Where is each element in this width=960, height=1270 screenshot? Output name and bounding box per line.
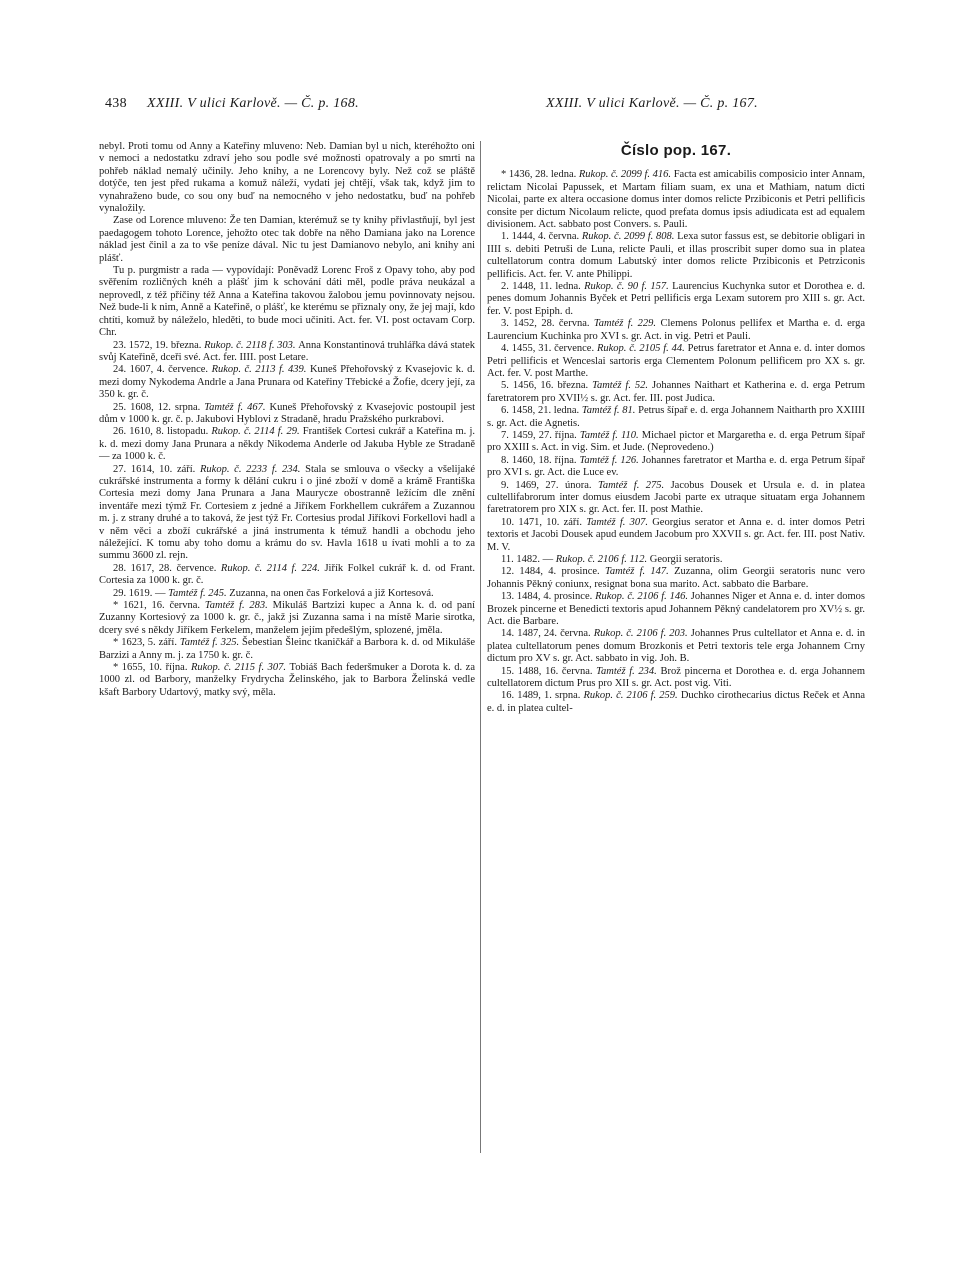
entry-number: 28. 1617, 28. července. [113, 562, 221, 574]
entry-source: Rukop. č. 2106 f. 146. [595, 591, 691, 603]
entry-text: Anna Konstantinová truhlářka dává statek svůj Kateřině, dceři své. Act. fer. IIII. post Letare. [99, 339, 475, 363]
entry-source: Tamtéž f. 147. [604, 566, 675, 578]
entry-paragraph [487, 231, 865, 281]
entry-paragraph [99, 588, 475, 600]
entry-text: Mikuláš Bartzizi kupec a Anna k. d. od paní Zuzanny Kortesiový za 1000 k. gr. č., jakž jsi Zuzanna sama i na místě Marie sirotka, dcery své s někdy Jiříkem Ferkelem, manželem jejím předešlým, splozené, jměla. [99, 600, 475, 636]
entry-text: Georgius serator et Anna e. d. inter domos Petri textoris et Jacobi Dousek apud eundem Jacobum pro XXVII s. gr. Act. fer. III. post Nativ. M. V. [487, 516, 865, 553]
entry-source: Tamtéž f. 126. [579, 454, 642, 466]
entry-paragraph [487, 169, 865, 231]
entry-paragraph [487, 591, 865, 628]
entry-paragraph [487, 517, 865, 554]
entry-number: 8. 1460, 18. října. [501, 454, 580, 466]
entry-source: Tamtéž f. 52. [592, 380, 653, 392]
entry-number: 10. 1471, 10. září. [501, 516, 587, 528]
entry-text: Michael pictor et Margaretha e. d. erga Petrum šípař pro XXIII s. Act. in vig. Sim. et Jude. (Neprovedeno.) [487, 429, 866, 454]
entry-source: Rukop. č. 2233 f. 234. [200, 463, 306, 475]
entry-text: Georgii seratoris. [649, 554, 723, 565]
header-right-title: XXIII. V ulici Karlově. — Č. p. 167. [546, 96, 758, 111]
entry-number: * 1655, 10. října. [113, 662, 191, 674]
entry-number: 9. 1469, 27. února. [501, 479, 598, 491]
entry-number: 4. 1455, 31. července. [501, 343, 597, 355]
entry-number: 26. 1610, 8. listopadu. [113, 426, 212, 438]
entry-source: Rukop. č. 2114 f. 224. [220, 562, 325, 574]
entry-source: Rukop. č. 2113 f. 439. [211, 364, 310, 376]
running-header [105, 96, 875, 116]
entry-number: 2. 1448, 11. ledna. [501, 281, 585, 293]
entry-paragraph [487, 666, 865, 691]
entry-source: Tamtéž f. 467. [204, 401, 270, 413]
entry-paragraph [487, 455, 865, 480]
entry-text: Tobiáš Bach federšmuker a Dorota k. d. za 1000 zl. od Barbory, manželky Frydrycha Želinského, jak to Barbora Želinská vedle kšaft Barbory Udartový, matky svý, měla. [99, 662, 476, 698]
entry-number: 3. 1452, 28. června. [501, 318, 594, 330]
entry-paragraph [487, 566, 865, 591]
entry-text: Johannes Naithart et Katherina e. d. erga Petrum faretratorem pro XVII½ s. gr. Act. fer. III. post Judica. [487, 380, 865, 404]
entry-paragraph [487, 430, 865, 455]
entry-paragraph [487, 690, 865, 715]
header-left-title: XXIII. V ulici Karlově. — Č. p. 168. [147, 96, 359, 111]
entry-number: 24. 1607, 4. července. [113, 364, 212, 376]
entry-text: Zase od Lorence mluveno: Že ten Damian, kterémuž se ty knihy přivlastňují, byl jest paedagogem tohoto Lorence, jehožto otec tak dobře na něho Damiana jako na Lorence náklad jest činil a za to vše peníze dával. Nic tu jest Damianovo nebylo, ani knihy ani plášť. [99, 215, 475, 264]
entry-text: Kuneš Přehořovský z Kvasejovic k. d. mezi domy Nykodema Andrle a Jana Prunara od Kateřiny Třebické a Žofie, dcery její, za 350 k. gr. č. [99, 364, 475, 401]
entry-source: Tamtéž f. 229. [593, 318, 661, 330]
entry-number: 6. 1458, 21. ledna. [501, 405, 582, 417]
entry-source: Rukop. č. 2106 f. 112. [555, 554, 650, 565]
entry-text: Petrus faretrator et Anna e. d. inter domos Petri pellificis et Wenceslai sartoris erga Clementem Polonum pellificem pro XX s. gr. Act. fer. V. post Marthe. [487, 343, 865, 379]
page-number: 438 [105, 96, 127, 111]
entry-number: 29. 1619. — [113, 587, 169, 599]
entry-paragraph [99, 637, 475, 662]
entry-paragraph [487, 343, 865, 380]
entry-paragraph [99, 600, 475, 637]
entry-number: 12. 1484, 4. prosince. [501, 566, 605, 578]
entry-text: Petrus šípař e. d. erga Johannem Naitharth pro XXIIII s. gr. Act. die Agnetis. [487, 405, 865, 429]
entry-number: 15. 1488, 16. června. [501, 665, 597, 677]
entry-source: Rukop. č. 2099 f. 416. [578, 169, 674, 181]
entry-source: Tamtéž f. 110. [579, 429, 642, 441]
entry-text: nebyl. Proti tomu od Anny a Kateřiny mluveno: Neb. Damian byl u nich, kteréhožto oni v nemoci a nedostatku zdraví jeho sou podle své možnosti opatrovaly a po smrti na pohřeb náklad nemalý učinily. Jeho knihy, a ne Lorencovy byly. Než což se pláště dotýče, ten jest před rukama a komuž náleží, vydati jej chtějí, však tak, když jim to vynahraženo bude, co sou ony buď na nemocného v jeho nedostatku, buď na pohřeb vynaložily. [99, 141, 475, 215]
entry-paragraph [99, 464, 475, 563]
entry-source: Rukop. č. 2115 f. 307. [190, 662, 290, 674]
entry-source: Rukop. č. 2105 f. 44. [596, 343, 688, 355]
right-column [487, 141, 865, 715]
entry-source: Tamtéž f. 81. [581, 405, 639, 417]
entry-text: Tu p. purgmistr a rada — vypovídají: Poněvadž Lorenc Froš z Opavy toho, aby pod svěřením rozličných knéh a plášť jim k schování dáti měl, podle práva neukázal a neprovedl, z též příčiny též Anna a Kateřina takovou žalobou jemu povinnovaty nejsou. Než bude-li k nim, Anně a Kateřině, o plášť, ke kterému se přiznaly ony, že jej mají, kdo chtíti, komuž by náleželo, hleděti, to bude moci učiniti. Act. fer. VI. post octavam Corp. Chr. [99, 265, 475, 339]
section-title: Číslo pop. 167. [620, 142, 732, 159]
entry-text: Šebestian Šleinc tkaničkář a Barbora k. d. od Mikuláše Barzizi a Anny m. j. za 1750 k. gr. č. [99, 637, 475, 661]
entry-paragraph [99, 563, 475, 588]
entry-text: Clemens Polonus pellifex et Martha e. d. erga Laurencium Kuchinka pro XVI s. gr. Act. in vig. Petri et Pauli. [487, 318, 866, 342]
entry-paragraph [487, 628, 865, 665]
entry-paragraph [99, 426, 475, 463]
entry-number: 11. 1482. — [501, 554, 556, 565]
entry-source: Rukop. č. 2114 f. 29. [211, 426, 303, 438]
entry-number: 23. 1572, 19. března. [113, 339, 205, 351]
entry-text: Johannes Niger et Anna e. d. inter domos Brozek pincerne et Benedicti textoris apud Johannem Pěkný candelatorem pro XV½ s. gr. Act. die Barbare. [487, 591, 866, 628]
entry-paragraph [99, 340, 475, 365]
entry-source: Tamtéž f. 245. [168, 587, 230, 599]
entry-number: 14. 1487, 24. června. [501, 628, 594, 640]
entry-text: Zuzanna, na onen čas Forkelová a již Kortesová. [229, 587, 434, 599]
entry-number: 1. 1444, 4. června. [501, 231, 582, 243]
entry-number: * 1623, 5. září. [113, 637, 180, 649]
entry-text: Zuzanna, olim Georgii seratoris nunc vero Johannis Pěkný coniunx, resignat bona sua marito. Act. sabbato die Barbare. [487, 566, 865, 590]
entry-text: Laurencius Kuchynka sutor et Dorothea e. d. penes domum Johannis Byček et Petri pellificis erga Lexam sutorem pro XIII s. gr. Act. fer. V. post Epiph. d. [487, 281, 865, 317]
entry-source: Rukop. č. 2106 f. 203. [593, 628, 691, 640]
entry-text: Johannes Prus cultellator et Anna e. d. in platea cultellatorum penes domum Brozkonis et Petri textoris tele erga Johannem Crny dictum pro XV s. gr. Act. sabbato in vig. Joh. B. [487, 628, 865, 665]
entry-number: 25. 1608, 12. srpna. [113, 401, 205, 413]
entry-number: * 1436, 28. ledna. [501, 169, 579, 181]
entry-source: Rukop. č. 2099 f. 808. [581, 231, 678, 243]
entry-text: Facta est amicabilis composicio inter Annam, relictam Nicolai Papussek, et Martam filiam suam, ex una et Mathiam, natum dicti Nicolai, parte ex altera occasione domus inter domos relicte Przibiconis et Petri pellificis consite per dictum Nicolaum relicte, quod prefata domus ipsis adiudicata est ad equalem divisionem. Act. sabbato post Convers. s. Pauli. [487, 169, 865, 231]
entry-text: Johannes faretrator et Martha e. d. erga Petrum šípař pro XVI s. gr. Act. die Luce ev. [487, 454, 865, 479]
entry-number: 27. 1614, 10. září. [113, 463, 201, 475]
entry-paragraph [99, 662, 475, 699]
entry-number: 5. 1456, 16. března. [501, 380, 593, 392]
entry-source: Rukop. č. 2106 f. 259. [583, 690, 681, 702]
entry-number: * 1621, 16. června. [113, 600, 205, 612]
entry-number: 7. 1459, 27. října. [501, 429, 580, 441]
entry-paragraph [99, 215, 475, 265]
entry-text: Stala se smlouva o všecky a všelijaké cukrářské instrumenta a formy k dělání cukru i o jiné zboží v domě a krámě Františka Cortesia mezi domy Jana Prunara a Jana Maurycze obostranně ležícím dle znění inventáře mezi týmž Fr. Cortesiem z jedné a Jiříkem Forkhellem cukrářem a Zuzannou m. j. z strany druhé a to taková, že jest týž Fr. Cortesius prodal Jiříkovi Forkellovi hadl a v něm věci a zboží cukrářské a jiná instrumenta k témuž handli a obchodu jeho náležející. K tomu aby toho domu a krámu do sv. Havla 1618 u ívati mohli a to za summu 3600 zl. rejn. [99, 463, 475, 562]
entry-source: Tamtéž f. 275. [597, 479, 671, 491]
entry-number: 16. 1489, 1. srpna. [501, 690, 584, 702]
entry-paragraph [487, 554, 865, 566]
entry-source: Tamtéž f. 325. [179, 637, 243, 649]
entry-paragraph [99, 402, 475, 427]
left-column [99, 141, 475, 699]
entry-paragraph [487, 281, 865, 318]
right-entries [487, 169, 865, 715]
entry-source: Tamtéž f. 234. [596, 665, 661, 677]
entry-source: Tamtéž f. 307. [586, 516, 653, 528]
entry-source: Tamtéž f. 283. [204, 600, 273, 612]
entry-text: Kuneš Přehořovský z Kvasejovic postoupil jest dům v 1000 k. gr. č. p. Jakubovi Hyblovi z Stradaně, hradu Pražského purkrabovi. [99, 401, 475, 425]
entry-text: Brož pincerna et Dorothea e. d. erga Johannem cultellatorem dictum Prus pro XII s. gr. Act. post vig. Viti. [487, 665, 865, 690]
entry-text: Jiřík Folkel cukrář k. d. od Frant. Cortesia za 1000 k. gr. č. [99, 562, 475, 587]
entry-paragraph [99, 364, 475, 401]
entry-text: František Cortesi cukrář a Kateřina m. j. k. d. mezi domy Jana Prunara a někdy Nikodema Anderle od Jakuba Hyble ze Stradaně — za 1000 k. č. [99, 426, 475, 463]
entry-paragraph [487, 480, 865, 517]
entry-number: 13. 1484, 4. prosince. [501, 591, 596, 603]
entry-source: Rukop. č. 2118 f. 303. [204, 339, 299, 351]
entry-paragraph [99, 265, 475, 339]
entry-paragraph [99, 141, 475, 215]
entry-paragraph [487, 380, 865, 405]
entry-text: Lexa sutor fassus est, se debitorie obligari in IIII s. debiti Petruši de Luna, relicte Pauli, et illas proscribit super domo sua in platea cultellatorum contra domum Labutský inter domos relicte Przibiconis et Petrziconis pellificis. Act. fer. V. ante Philippi. [487, 231, 865, 280]
entry-paragraph [487, 405, 865, 430]
entry-text: Duchko cirothecarius dictus Reček et Anna e. d. in platea cultel- [487, 690, 865, 714]
column-divider [480, 141, 481, 1153]
entry-text: Jacobus Dousek et Ursula e. d. in platea cultellifabrorum inter domus eiusdem Jacobi parte ex utraque situatam erga Johannem faretratorem pro XIX s. gr. Act. fer. II. post Mathie. [487, 479, 865, 516]
entry-source: Rukop. č. 90 f. 157. [584, 281, 673, 293]
entry-paragraph [487, 318, 865, 343]
